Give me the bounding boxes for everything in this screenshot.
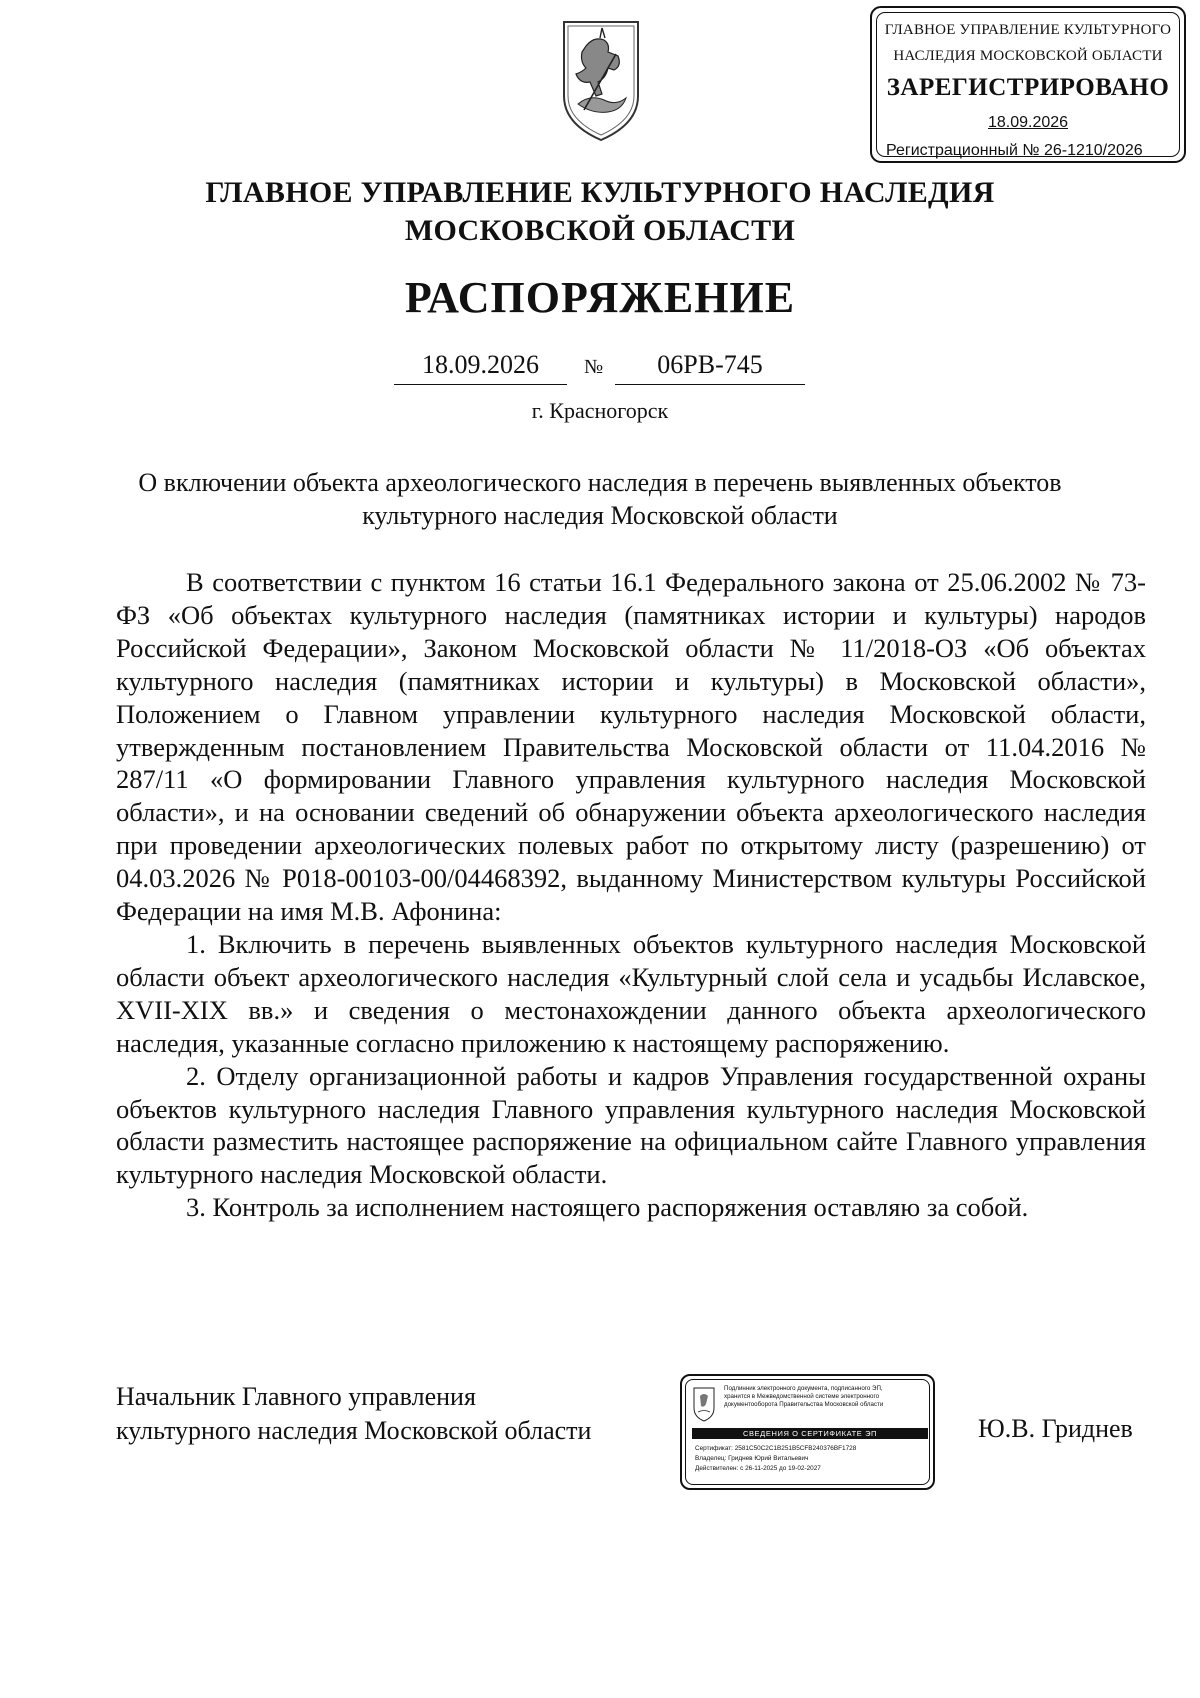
document-subject [120, 466, 1080, 532]
esig-emblem-icon [692, 1386, 716, 1422]
signatory-title-line2: культурного наследия Московской области [116, 1416, 592, 1445]
body-preamble: В соответствии с пунктом 16 статьи 16.1 Федерального закона от 25.06.2002 № 73-ФЗ «Об объектах культурного наследия (памятниках истории и культуры) народов Российской Федерации», Законом Московской области № 11/2018-ОЗ «Об объектах культурного наследия (памятниках истории и культуры) в Московской области», Положением о Главном управлении культурного наследия Московской области, утвержденным постановлением Правительства Московской области от 11.04.2016 № 287/11 «О формировании Главного управления культурного наследия Московской области», и на основании сведений об обнаружении объекта археологического наследия при проведении археологических полевых работ по открытому листу (разрешению) от 04.03.2026 № Р018-00103-00/04468392, выданному Министерством культуры Российской Федерации на имя М.В. Афонина: [116, 567, 1146, 927]
registration-number-label: Регистрационный [886, 142, 1018, 159]
esig-owner: Владелец: Гриднев Юрий Витальевич [695, 1455, 809, 1462]
esig-notice-line1: Подлинник электронного документа, подписанного ЭП, [724, 1385, 883, 1392]
org-title-line2: МОСКОВСКОЙ ОБЛАСТИ [404, 214, 796, 247]
body-item-3: 3. Контроль за исполнением настоящего распоряжения оставляю за собой. [186, 1192, 1029, 1223]
body-item-2: 2. Отделу организационной работы и кадров Управления государственной охраны объектов культурного наследия Главного управления культурного наследия Московской области разместить настоящее распоряжение на официальном сайте Главного управления культурного наследия Московской области. [116, 1060, 1146, 1190]
document-number: 06РВ-745 [615, 350, 805, 385]
document-city: г. Красногорск [531, 398, 669, 423]
org-title-line1: ГЛАВНОЕ УПРАВЛЕНИЕ КУЛЬТУРНОГО НАСЛЕДИЯ [205, 176, 995, 209]
signatory-name: Ю.В. Гриднев [978, 1414, 1133, 1443]
subject-line1: О включении объекта археологического наследия в перечень выявленных объектов [138, 468, 1062, 497]
signatory-title [116, 1380, 591, 1448]
number-sign: № [584, 356, 604, 378]
registration-date: 18.09.2026 [987, 114, 1069, 131]
subject-line2: культурного наследия Московской области [362, 501, 838, 530]
registration-status: ЗАРЕГИСТРИРОВАНО [886, 74, 1170, 101]
esig-notice-line3: документооборота Правительства Московской области [724, 1401, 884, 1408]
esig-validity: Действителен: с 26-11-2025 до 19-02-2027 [695, 1465, 821, 1472]
registration-number-value: № 26-1210/2026 [1022, 142, 1143, 159]
electronic-signature-stamp [680, 1374, 935, 1490]
esig-certificate: Сертификат: 2581C50C2C1B251B5CFB240376BF1728 [695, 1445, 857, 1452]
esig-certificate-info [695, 1444, 925, 1474]
document-type: РАСПОРЯЖЕНИЕ [404, 273, 796, 322]
registration-org-line1: ГЛАВНОЕ УПРАВЛЕНИЕ КУЛЬТУРНОГО [884, 22, 1172, 38]
esig-notice-line2: хранится в Межведомственной системе электронного [724, 1393, 880, 1400]
signatory-title-line1: Начальник Главного управления [116, 1382, 476, 1411]
registration-number [886, 142, 1143, 160]
moscow-region-coat-of-arms-icon [556, 18, 646, 144]
registration-org-line2: НАСЛЕДИЯ МОСКОВСКОЙ ОБЛАСТИ [893, 48, 1163, 64]
esig-notice [724, 1385, 929, 1409]
document-body [116, 566, 1146, 1224]
document-date: 18.09.2026 [394, 350, 567, 385]
registration-stamp [870, 6, 1186, 163]
body-item-1: 1. Включить в перечень выявленных объектов культурного наследия Московской области объект археологического наследия «Культурный слой села и усадьбы Иславское, XVII-XIX вв.» и сведения о местонахождении данного объекта археологического наследия, указанные согласно приложению к настоящему распоряжению. [116, 928, 1146, 1058]
esig-header: СВЕДЕНИЯ О СЕРТИФИКАТЕ ЭП [692, 1428, 928, 1439]
